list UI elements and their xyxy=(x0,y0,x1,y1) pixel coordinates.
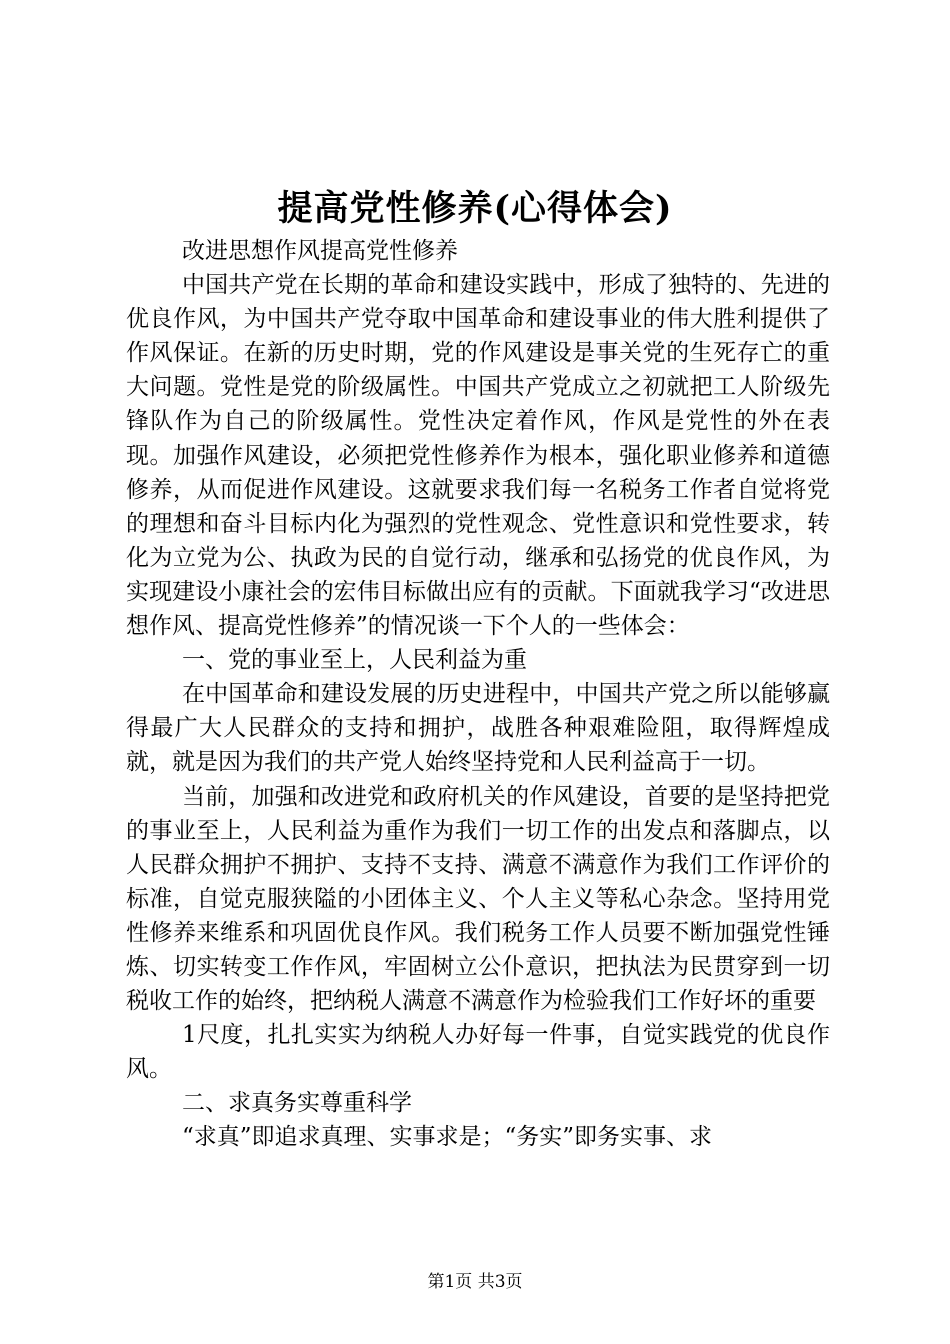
page-footer: 第1页 共3页 xyxy=(427,1272,523,1292)
subtitle-line: 改进思想作风提高党性修养 xyxy=(182,238,458,264)
section-1-paragraph-2: 当前，加强和改进党和政府机关的作风建设，首要的是坚持把党的事业至上，人民利益为重作为我们一切工作的出发点和落脚点，以人民群众拥护不拥护、支持不支持、满意不满意作为我们工作评价的标准，自觉克服狭隘的小团体主义、个人主义等私心杂念。坚持用党性修养来维系和巩固优良作风。我们税务工作人员要不断加强党性锤炼、切实转变工作作风，牢固树立公仆意识，把执法为民贯穿到一切税收工作的始终，把纳税人满意不满意作为检验我们工作好坏的重要 xyxy=(126,783,830,1015)
document-title: 提高党性修养(心得体会) xyxy=(277,188,673,229)
section-heading-1: 一、党的事业至上，人民利益为重 xyxy=(182,647,527,674)
document-body xyxy=(126,234,830,1155)
section-1-paragraph-3: 1尺度，扎扎实实为纳税人办好每一件事，自觉实践党的优良作风。 xyxy=(126,1022,830,1083)
section-1-paragraph-1: 在中国革命和建设发展的历史进程中，中国共产党之所以能够赢得最广大人民群众的支持和拥护，战胜各种艰难险阻，取得辉煌成就，就是因为我们的共产党人始终坚持党和人民利益高于一切。 xyxy=(126,681,830,776)
section-heading-2: 二、求真务实尊重科学 xyxy=(182,1090,412,1117)
intro-paragraph: 中国共产党在长期的革命和建设实践中，形成了独特的、先进的优良作风，为中国共产党夺取中国革命和建设事业的伟大胜利提供了作风保证。在新的历史时期，党的作风建设是事关党的生死存亡的重大问题。党性是党的阶级属性。中国共产党成立之初就把工人阶级先锋队作为自己的阶级属性。党性决定着作风，作风是党性的外在表现。加强作风建设，必须把党性修养作为根本，强化职业修养和道德修养，从而促进作风建设。这就要求我们每一名税务工作者自觉将党的理想和奋斗目标内化为强烈的党性观念、党性意识和党性要求，转化为立党为公、执政为民的自觉行动，继承和弘扬党的优良作风，为实现建设小康社会的宏伟目标做出应有的贡献。下面就我学习“改进思想作风、提高党性修养”的情况谈一下个人的一些体会： xyxy=(126,272,830,640)
section-2-paragraph-1: “求真”即追求真理、实事求是；“务实”即务实事、求 xyxy=(182,1124,713,1151)
